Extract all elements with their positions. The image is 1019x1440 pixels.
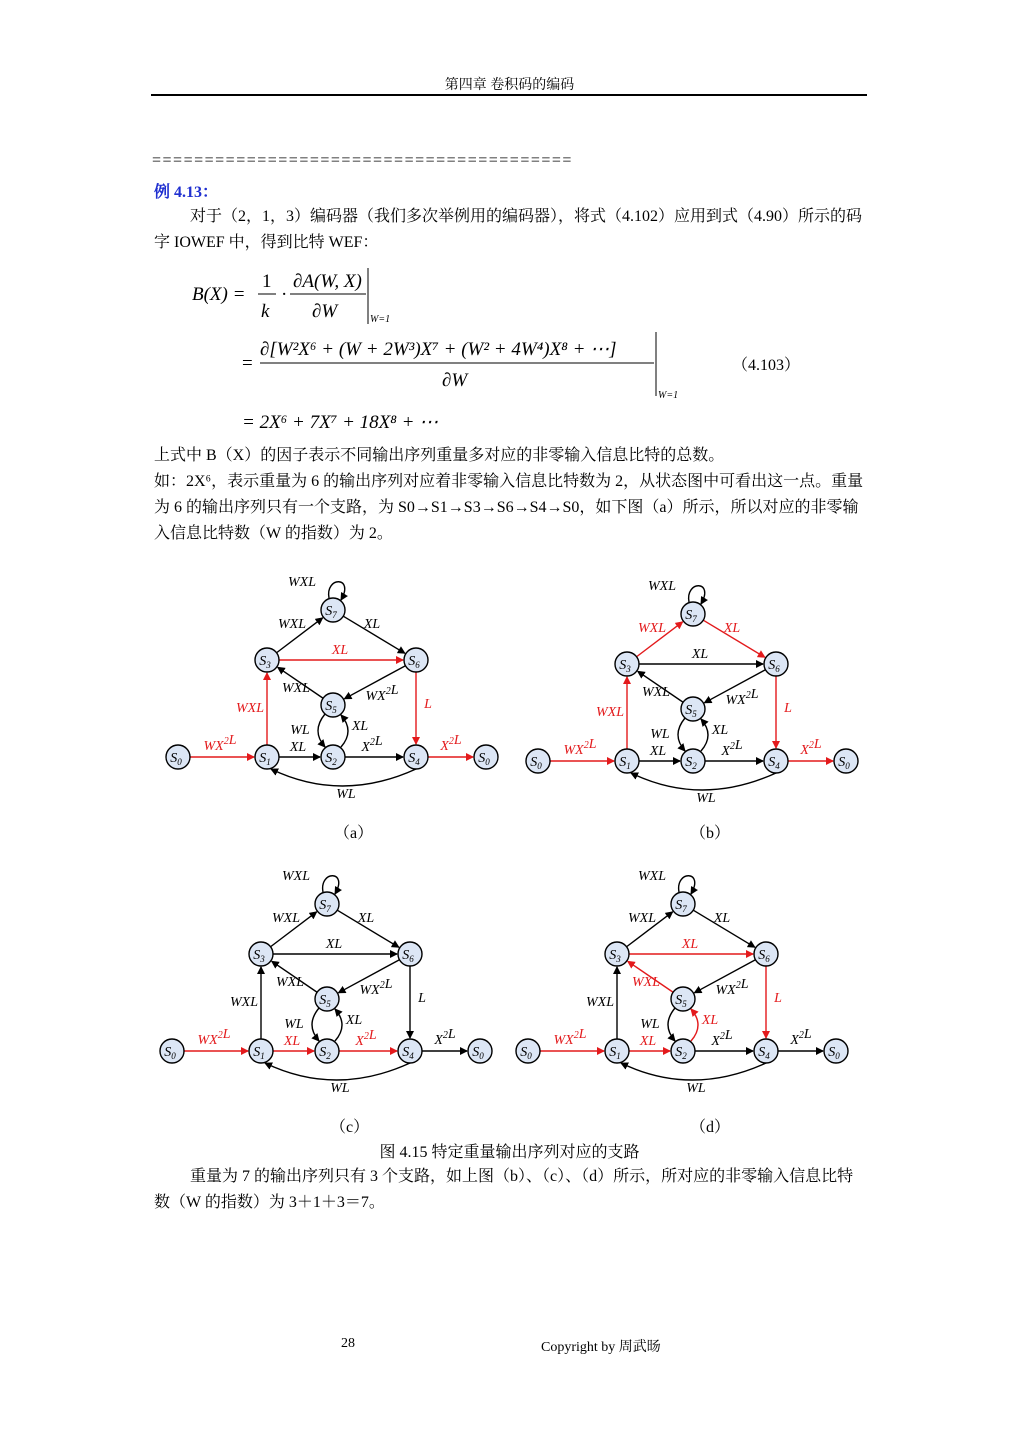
- branch-label-s3_s7: WXL: [628, 911, 656, 926]
- branch-label-s1_s2: XL: [649, 744, 667, 759]
- branch-label-s6_s4: L: [418, 991, 426, 1006]
- branch-label-s5_s2: WL: [284, 1017, 304, 1032]
- branch-label-s2_s5: XL: [345, 1013, 363, 1028]
- state-node-label: $S_2$: [325, 751, 337, 767]
- state-node-label: $S_1$: [259, 751, 271, 767]
- branch-label-s4_s0: $X^2L$: [800, 737, 822, 758]
- branch-label-s7_s6: XL: [363, 617, 381, 632]
- branch-label-s7_s7: WXL: [288, 575, 316, 590]
- branch-label-s1_s2: XL: [283, 1034, 301, 1049]
- branch-s4_s1: [271, 769, 416, 786]
- branch-label-s4_s1: WL: [686, 1081, 706, 1096]
- svg-text:·: ·: [281, 284, 288, 305]
- branch-label-s4_s1: WL: [336, 787, 356, 802]
- state-diagram-d: [516, 869, 848, 1096]
- branch-label-s6_s5: $WX^2L$: [715, 977, 749, 998]
- branch-label-s7_s7: WXL: [648, 579, 676, 594]
- example-intro-text: 对于（2，1，3）编码器（我们多次举例用的编码器），将式（4.102）应用到式（4.90）所示的码字 IOWEF 中，得到比特 WEF：: [154, 208, 863, 251]
- branch-label-s5_s3: WXL: [642, 685, 670, 700]
- eq-line1-k: k: [261, 301, 270, 322]
- separator-line: ========================================: [152, 152, 573, 169]
- state-node-label: $S_5$: [319, 993, 331, 1009]
- state-node-label: $S_0$: [530, 755, 542, 771]
- branch-s4_s1: [621, 1063, 766, 1080]
- eq-line1-num: ∂A(W, X): [293, 271, 362, 292]
- branch-label-s6_s5: $WX^2L$: [365, 683, 399, 704]
- state-node-label: $S_0$: [520, 1045, 532, 1061]
- state-node-label: $S_7$: [675, 898, 687, 914]
- branch-label-s4_s1: WL: [330, 1081, 350, 1096]
- branch-label-s2_s4: $X^2L$: [711, 1028, 733, 1049]
- state-node-label: $S_0$: [472, 1045, 484, 1061]
- panel-label-d: （d）: [690, 1119, 731, 1136]
- branch-label-s5_s3: WXL: [282, 681, 310, 696]
- branch-label-s0_s1: $WX^2L$: [553, 1027, 587, 1048]
- state-node-label: $S_5$: [675, 993, 687, 1009]
- eq-line2-num: ∂[W²X⁶ + (W + 2W³)X⁷ + (W² + 4W⁴)X⁸ + ⋯]: [260, 339, 617, 360]
- branch-s5_s2: [318, 714, 325, 747]
- state-node-label: $S_4$: [758, 1045, 770, 1061]
- state-node-label: $S_1$: [619, 755, 631, 771]
- branch-label-s1_s3: WXL: [236, 701, 264, 716]
- state-node-label: $S_0$: [828, 1045, 840, 1061]
- branch-label-s6_s4: L: [774, 991, 782, 1006]
- branch-label-s2_s4: $X^2L$: [721, 738, 743, 759]
- state-node-label: $S_6$: [768, 658, 780, 674]
- eq-line3: = 2X⁶ + 7X⁷ + 18X⁸ + ⋯: [242, 412, 439, 433]
- state-node-label: $S_3$: [253, 948, 265, 964]
- state-node-label: $S_0$: [164, 1045, 176, 1061]
- state-node-label: $S_1$: [609, 1045, 621, 1061]
- branch-label-s2_s4: $X^2L$: [361, 734, 383, 755]
- state-node-label: $S_4$: [768, 755, 780, 771]
- branch-label-s3_s7: WXL: [638, 621, 666, 636]
- state-node-label: $S_3$: [259, 654, 271, 670]
- example-title: 例 4.13：: [154, 184, 219, 201]
- branch-label-s0_s1: $WX^2L$: [203, 733, 237, 754]
- state-node-label: $S_3$: [609, 948, 621, 964]
- branch-s7_s7: [329, 582, 345, 600]
- header-rule: [151, 94, 867, 96]
- branch-label-s1_s3: WXL: [586, 995, 614, 1010]
- figure-caption: 图 4.15 特定重量输出序列对应的支路: [379, 1144, 640, 1161]
- panel-label-c: （c）: [330, 1119, 370, 1136]
- svg-text:=: =: [242, 353, 253, 374]
- branch-s7_s7: [679, 876, 695, 894]
- branch-label-s6_s5: $WX^2L$: [725, 687, 759, 708]
- branch-label-s7_s6: XL: [723, 621, 741, 636]
- state-node-label: $S_2$: [675, 1045, 687, 1061]
- state-node-label: $S_7$: [319, 898, 331, 914]
- branch-label-s6_s5: $WX^2L$: [359, 977, 393, 998]
- eq-line1-lhs: B(X) =: [192, 284, 246, 305]
- copyright: Copyright by 周武旸: [541, 1340, 661, 1355]
- branch-label-s1_s2: XL: [289, 740, 307, 755]
- state-node-label: $S_6$: [402, 948, 414, 964]
- branch-label-s0_s1: $WX^2L$: [197, 1027, 231, 1048]
- branch-label-s7_s6: XL: [357, 911, 375, 926]
- branch-s7_s7: [689, 586, 705, 604]
- state-node-label: $S_4$: [402, 1045, 414, 1061]
- eq-line1-eval: W=1: [370, 314, 391, 325]
- branch-s7_s7: [323, 876, 339, 894]
- state-diagram-figure: [150, 560, 870, 1140]
- branch-s4_s1: [631, 773, 776, 790]
- paragraph-2: 如：2X⁶，表示重量为 6 的输出序列对应着非零输入信息比特数为 2，从状态图中可看出这一点。重量为 6 的输出序列只有一个支路，为 S0→S1→S3→S6→S4→S0，如下图（a）所示，所以对应的非零输入信息比特数（W 的指数）为 2。: [154, 473, 864, 542]
- branch-label-s3_s6: XL: [681, 937, 699, 952]
- branch-label-s1_s3: WXL: [230, 995, 258, 1010]
- state-node-label: $S_6$: [408, 654, 420, 670]
- state-node-label: $S_7$: [685, 608, 697, 624]
- branch-label-s3_s6: XL: [331, 643, 349, 658]
- branch-s4_s1: [265, 1063, 410, 1080]
- branch-label-s5_s2: WL: [640, 1017, 660, 1032]
- state-node-label: $S_2$: [319, 1045, 331, 1061]
- branch-label-s2_s4: $X^2L$: [355, 1028, 377, 1049]
- branch-label-s3_s6: XL: [325, 937, 343, 952]
- branch-label-s7_s7: WXL: [282, 869, 310, 884]
- branch-label-s5_s2: WL: [650, 727, 670, 742]
- running-header: 第四章 卷积码的编码: [444, 78, 575, 93]
- branch-label-s1_s3: WXL: [596, 705, 624, 720]
- equation-number: （4.103）: [732, 357, 801, 374]
- branch-s5_s2: [312, 1008, 319, 1041]
- eq-line1-one: 1: [262, 271, 272, 292]
- state-node-label: $S_0$: [170, 751, 182, 767]
- state-diagram-c: [160, 869, 492, 1096]
- branch-label-s7_s6: XL: [713, 911, 731, 926]
- example-intro: [154, 204, 866, 256]
- branch-label-s2_s5: XL: [701, 1013, 719, 1028]
- equation-4-103: [180, 262, 740, 434]
- paragraph-3-text: 重量为 7 的输出序列只有 3 个支路，如上图（b）、（c）、（d）所示，所对应的非零输入信息比特数（W 的指数）为 3＋1＋3＝7。: [154, 1168, 854, 1211]
- eq-line2-eval: W=1: [658, 390, 679, 401]
- branch-label-s4_s0: $X^2L$: [440, 733, 462, 754]
- panel-label-b: （b）: [690, 825, 731, 842]
- branch-label-s3_s6: XL: [691, 647, 709, 662]
- branch-label-s0_s1: $WX^2L$: [563, 737, 597, 758]
- state-node-label: $S_4$: [408, 751, 420, 767]
- branch-s5_s2: [678, 718, 685, 751]
- branch-label-s3_s7: WXL: [278, 617, 306, 632]
- panel-label-a: （a）: [334, 825, 374, 842]
- paragraph-3: [154, 1164, 866, 1216]
- eq-line1-den: ∂W: [312, 301, 338, 322]
- state-node-label: $S_5$: [325, 699, 337, 715]
- state-node-label: $S_0$: [478, 751, 490, 767]
- branch-label-s4_s1: WL: [696, 791, 716, 806]
- branch-s2_s5: [335, 1009, 342, 1041]
- branch-label-s7_s7: WXL: [638, 869, 666, 884]
- branch-label-s2_s5: XL: [711, 723, 729, 738]
- state-node-label: $S_0$: [838, 755, 850, 771]
- state-node-label: $S_2$: [685, 755, 697, 771]
- branch-s2_s5: [341, 715, 348, 747]
- branch-label-s3_s7: WXL: [272, 911, 300, 926]
- state-node-label: $S_6$: [758, 948, 770, 964]
- branch-label-s5_s3: WXL: [632, 975, 660, 990]
- state-diagram-a: [166, 575, 498, 802]
- state-node-label: $S_7$: [325, 604, 337, 620]
- state-diagram-b: [526, 579, 858, 806]
- eq-line2-den: ∂W: [442, 370, 468, 391]
- branch-label-s6_s4: L: [424, 697, 432, 712]
- branch-label-s5_s2: WL: [290, 723, 310, 738]
- branch-label-s1_s2: XL: [639, 1034, 657, 1049]
- state-node-label: $S_3$: [619, 658, 631, 674]
- branch-label-s5_s3: WXL: [276, 975, 304, 990]
- branch-label-s4_s0: $X^2L$: [790, 1027, 812, 1048]
- branch-s5_s2: [668, 1008, 675, 1041]
- branch-label-s6_s4: L: [784, 701, 792, 716]
- state-node-label: $S_5$: [685, 703, 697, 719]
- branch-label-s2_s5: XL: [351, 719, 369, 734]
- branch-label-s4_s0: $X^2L$: [434, 1027, 456, 1048]
- page-number: 28: [341, 1336, 355, 1351]
- branch-s2_s5: [701, 719, 708, 751]
- state-node-label: $S_1$: [253, 1045, 265, 1061]
- paragraph-1: 上式中 B（X）的因子表示不同输出序列重量多对应的非零输入信息比特的总数。: [154, 447, 725, 464]
- branch-s2_s5: [691, 1009, 698, 1041]
